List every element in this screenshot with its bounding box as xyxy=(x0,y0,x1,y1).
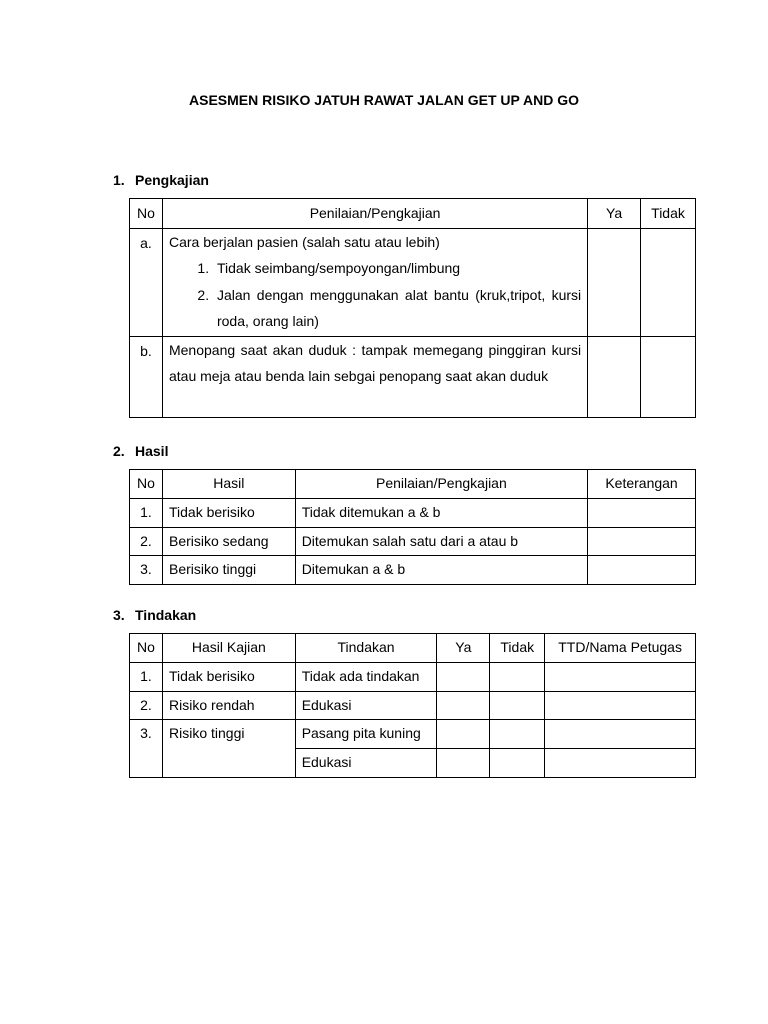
hasil-kajian-cell: Risiko rendah xyxy=(162,691,295,720)
table-header-row xyxy=(130,470,696,499)
signature-cell[interactable] xyxy=(545,720,696,749)
hasil-kajian-cell: Risiko tinggi xyxy=(162,720,295,778)
table-header-row xyxy=(130,199,696,229)
header-cell: Ya xyxy=(437,634,490,663)
header-cell: Ya xyxy=(588,199,641,229)
tidak-checkbox-cell[interactable] xyxy=(490,662,545,691)
section-number: 3. xyxy=(113,607,125,623)
ya-checkbox-cell[interactable] xyxy=(437,720,490,749)
hasil-cell: Tidak berisiko xyxy=(162,498,295,527)
ya-checkbox-cell[interactable] xyxy=(437,691,490,720)
table-row xyxy=(130,336,696,417)
assessment-sublist xyxy=(169,255,581,335)
row-number: 3. xyxy=(130,720,163,778)
header-cell: Tidak xyxy=(490,634,545,663)
signature-cell[interactable] xyxy=(545,749,696,778)
keterangan-cell[interactable] xyxy=(588,527,696,556)
table-row xyxy=(130,498,696,527)
assessment-text xyxy=(162,228,587,336)
header-cell: Hasil Kajian xyxy=(162,634,295,663)
table-header-row xyxy=(130,634,696,663)
row-number: a. xyxy=(130,228,163,336)
tindakan-cell: Tidak ada tindakan xyxy=(295,662,437,691)
tidak-checkbox-cell[interactable] xyxy=(641,228,696,336)
penilaian-cell: Tidak ditemukan a & b xyxy=(295,498,587,527)
ya-checkbox-cell[interactable] xyxy=(588,228,641,336)
list-item: 1. Tidak seimbang/sempoyongan/limbung xyxy=(213,255,581,282)
penilaian-cell: Ditemukan a & b xyxy=(295,556,587,585)
hasil-cell: Berisiko sedang xyxy=(162,527,295,556)
header-cell: TTD/Nama Petugas xyxy=(545,634,696,663)
header-cell: No xyxy=(130,199,163,229)
ya-checkbox-cell[interactable] xyxy=(588,336,641,417)
section-title: Pengkajian xyxy=(135,172,209,188)
table-row xyxy=(130,527,696,556)
section-heading-pengkajian xyxy=(113,172,209,188)
header-cell: Tidak xyxy=(641,199,696,229)
row-number: 2. xyxy=(130,527,163,556)
tindakan-table xyxy=(129,633,696,778)
table-row xyxy=(130,556,696,585)
header-cell: Penilaian/Pengkajian xyxy=(295,470,587,499)
tidak-checkbox-cell[interactable] xyxy=(490,691,545,720)
keterangan-cell[interactable] xyxy=(588,498,696,527)
assessment-text: Menopang saat akan duduk : tampak memegang pinggiran kursi atau meja atau benda lain sebgai penopang saat akan duduk xyxy=(162,336,587,417)
section-number: 1. xyxy=(113,172,125,188)
document-title: ASESMEN RISIKO JATUH RAWAT JALAN GET UP AND GO xyxy=(189,92,579,108)
section-heading-hasil xyxy=(113,443,168,459)
tindakan-cell: Pasang pita kuning xyxy=(295,720,437,749)
tidak-checkbox-cell[interactable] xyxy=(490,749,545,778)
penilaian-cell: Ditemukan salah satu dari a atau b xyxy=(295,527,587,556)
ya-checkbox-cell[interactable] xyxy=(437,662,490,691)
ya-checkbox-cell[interactable] xyxy=(437,749,490,778)
table-row xyxy=(130,662,696,691)
row-number: 1. xyxy=(130,662,163,691)
list-item: 2. Jalan dengan menggunakan alat bantu (kruk,tripot, kursi roda, orang lain) xyxy=(213,282,581,335)
signature-cell[interactable] xyxy=(545,662,696,691)
row-number: 1. xyxy=(130,498,163,527)
table-row xyxy=(130,720,696,749)
table-row xyxy=(130,228,696,336)
hasil-kajian-cell: Tidak berisiko xyxy=(162,662,295,691)
header-cell: No xyxy=(130,634,163,663)
header-cell: No xyxy=(130,470,163,499)
tidak-checkbox-cell[interactable] xyxy=(641,336,696,417)
row-number: b. xyxy=(130,336,163,417)
section-number: 2. xyxy=(113,443,125,459)
header-cell: Hasil xyxy=(162,470,295,499)
section-title: Tindakan xyxy=(135,607,197,623)
assessment-intro: Cara berjalan pasien (salah satu atau lebih) xyxy=(168,233,440,250)
header-cell: Keterangan xyxy=(588,470,696,499)
table-row xyxy=(130,691,696,720)
header-cell: Tindakan xyxy=(295,634,437,663)
keterangan-cell[interactable] xyxy=(588,556,696,585)
pengkajian-table xyxy=(129,198,696,418)
hasil-table xyxy=(129,469,696,585)
tidak-checkbox-cell[interactable] xyxy=(490,720,545,749)
signature-cell[interactable] xyxy=(545,691,696,720)
header-cell: Penilaian/Pengkajian xyxy=(162,199,587,229)
tindakan-cell: Edukasi xyxy=(295,691,437,720)
row-number: 2. xyxy=(130,691,163,720)
row-number: 3. xyxy=(130,556,163,585)
hasil-cell: Berisiko tinggi xyxy=(162,556,295,585)
section-heading-tindakan xyxy=(113,607,196,623)
tindakan-cell: Edukasi xyxy=(295,749,437,778)
section-title: Hasil xyxy=(135,443,169,459)
